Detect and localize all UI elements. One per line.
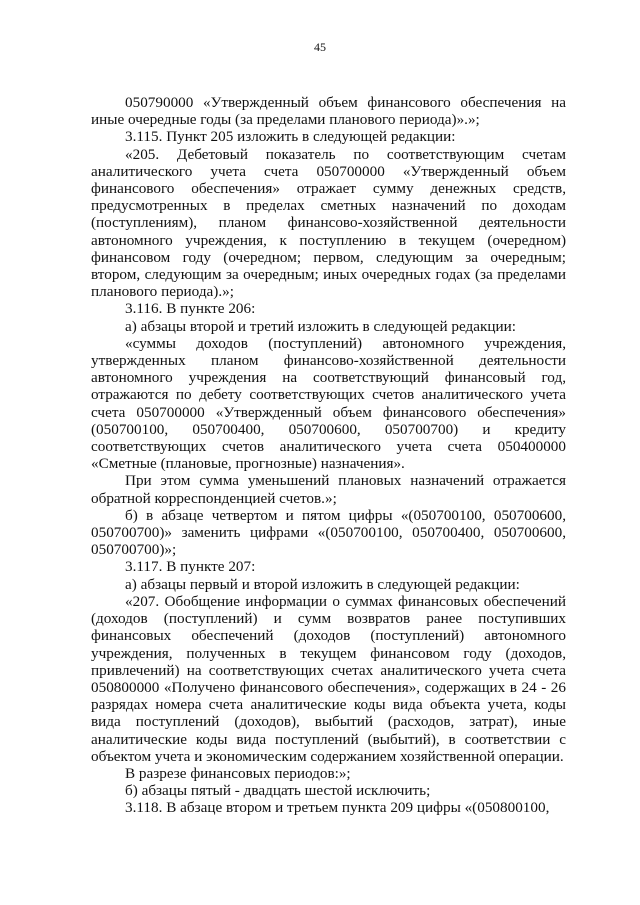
paragraph: а) абзацы первый и второй изложить в следующей редакции: [125,575,520,593]
paragraph: «207. Обобщение информации о суммах финансовых обеспечений (доходов (поступлений) и сумм возвратов ранее поступивших финансовых обеспечений (доходов (поступлений) автономного учреждения, полученных в текущем финансовом году (доходов, привлечений) на соответствующих счетах аналитического учета счета 050800000 «Получено финансового обеспечения», содержащих в 24 - 26 разрядах номера счета аналитические коды вида объекта учета, коды вида поступлений (доходов), выбытий (расходов, затрат), иные аналитические коды вида поступлений (выбытий), в соответствии с объектом учета и экономическим содержанием хозяйственной операции. [91,592,566,765]
paragraph: 3.116. В пункте 206: [125,300,256,318]
paragraph: б) абзацы пятый - двадцать шестой исключить; [125,782,431,800]
paragraph: б) в абзаце четвертом и пятом цифры «(050700100, 050700600, 050700700)» заменить цифрами «(050700100, 050700400, 050700600, 050700700)»; [91,506,566,559]
paragraph: 3.115. Пункт 205 изложить в следующей редакции: [125,128,456,146]
paragraph: а) абзацы второй и третий изложить в следующей редакции: [125,317,516,335]
paragraph: При этом сумма уменьшений плановых назначений отражается обратной корреспонденцией счетов.»; [91,472,566,507]
paragraph: «суммы доходов (поступлений) автономного учреждения, утвержденных планом финансово-хозяйственной деятельности автономного учреждения на соответствующий финансовый год, отражаются по дебету соответствующих счетов аналитического учета счета 050700000 «Утвержденный объем финансового обеспечения» (050700100, 050700400, 050700600, 050700700) и кредиту соответствующих счетов аналитического учета счета 050400000 «Сметные (плановые, прогнозные) назначения». [91,334,566,473]
document-body [91,94,566,817]
paragraph: 3.117. В пункте 207: [125,558,256,576]
paragraph: В разрезе финансовых периодов:»; [125,764,351,782]
paragraph: 3.118. В абзаце втором и третьем пункта 209 цифры «(050800100, [125,799,550,817]
page-number: 45 [314,40,326,54]
paragraph: «205. Дебетовый показатель по соответствующим счетам аналитического учета счета 050700000 «Утвержденный объем финансового обеспечения» отражает сумму денежных средств, предусмотренных в пределах сметных назначений по доходам (поступлениям), планом финансово-хозяйственной деятельности автономного учреждения, к поступлению в текущем (очередном) финансовом году (очередном; первом, следующим за очередным; втором, следующим за очередным; иных очередных годах (за пределами планового периода).»; [91,145,566,301]
paragraph: 050790000 «Утвержденный объем финансового обеспечения на иные очередные годы (за пределами планового периода)».»; [91,94,566,129]
